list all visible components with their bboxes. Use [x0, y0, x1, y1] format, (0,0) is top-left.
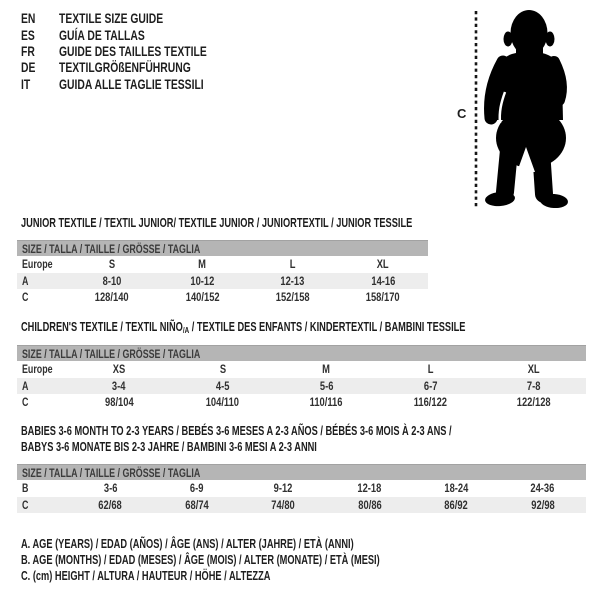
size-cell: S: [219, 362, 226, 377]
language-code: DE: [21, 59, 36, 76]
size-cell: 116/122: [413, 395, 447, 410]
size-header-bar: SIZE / TALLA / TAILLE / GRÖSSE / TAGLIA: [17, 464, 586, 480]
language-row-es: [21, 26, 259, 42]
language-label: GUÍA DE TALLAS: [59, 26, 145, 43]
row-label: C: [22, 497, 29, 512]
baby-silhouette: [455, 0, 600, 215]
size-cell: 8-10: [102, 273, 122, 288]
size-cell: 10-12: [190, 273, 215, 288]
size-cell: 3-4: [112, 378, 126, 393]
size-cell: 12-13: [280, 273, 305, 288]
language-label: GUIDE DES TAILLES TEXTILE: [59, 42, 207, 59]
footnote-c: C. (cm) HEIGHT / ALTURA / HAUTEUR / HÖHE / ALTEZZA: [21, 569, 271, 583]
babies-size-table: [17, 464, 586, 513]
table-row-europe: [17, 256, 428, 273]
language-row-en: [21, 10, 259, 26]
language-row-de: [21, 59, 259, 75]
table-row-age-months: [17, 480, 586, 497]
size-cell: 86/92: [444, 497, 468, 512]
language-code: EN: [21, 10, 36, 27]
language-code: FR: [21, 42, 35, 59]
size-cell: 18-24: [444, 481, 469, 496]
row-label: A: [22, 273, 29, 288]
size-cell: 158/170: [365, 290, 400, 305]
row-label: Europe: [22, 362, 53, 377]
language-title-list: [21, 10, 259, 92]
size-cell: 122/128: [517, 395, 552, 410]
table-row-europe: [17, 361, 586, 378]
size-header-bar: SIZE / TALLA / TAILLE / GRÖSSE / TAGLIA: [17, 345, 586, 361]
language-label: TEXTILGRÖßENFÜHRUNG: [59, 59, 191, 76]
size-cell: 5-6: [319, 378, 334, 393]
table-row-age: [17, 273, 428, 290]
measure-legend: [21, 536, 506, 584]
size-cell: 9-12: [273, 481, 293, 496]
table-row-height: [17, 289, 428, 306]
language-code: IT: [21, 75, 31, 92]
size-cell: 7-8: [527, 378, 541, 393]
size-cell: 62/68: [98, 497, 122, 512]
size-header-bar: SIZE / TALLA / TAILLE / GRÖSSE / TAGLIA: [17, 240, 428, 256]
measure-c-label: C: [457, 106, 467, 121]
size-cell: XS: [112, 362, 126, 377]
size-cell: 74/80: [271, 497, 295, 512]
size-cell: M: [322, 362, 331, 377]
junior-table-title: JUNIOR TEXTILE / TEXTIL JUNIOR/ TEXTILE JUNIOR / JUNIORTEXTIL / JUNIOR TESSILE: [21, 216, 413, 230]
size-cell: 80/86: [358, 497, 382, 512]
size-cell: 6-7: [423, 378, 438, 393]
footnote-b: B. AGE (MONTHS) / EDAD (MESES) / ÂGE (MOIS) / ALTER (MONATE) / ETÀ (MESI): [21, 553, 380, 567]
size-cell: 152/158: [275, 290, 310, 305]
row-label: A: [22, 378, 29, 393]
size-cell: 140/152: [185, 290, 220, 305]
table-row-age: [17, 378, 586, 395]
size-cell: XL: [528, 362, 541, 377]
size-cell: 6-9: [189, 481, 204, 496]
row-label: Europe: [22, 257, 53, 272]
footnote-a: A. AGE (YEARS) / EDAD (AÑOS) / ÂGE (ANS) / ALTER (JAHRE) / ETÀ (ANNI): [21, 537, 354, 551]
size-cell: 68/74: [185, 497, 209, 512]
size-cell: XL: [376, 257, 389, 272]
language-row-it: [21, 76, 259, 92]
size-cell: 12-18: [357, 481, 382, 496]
row-label: B: [22, 481, 29, 496]
size-cell: 4-5: [215, 378, 230, 393]
size-cell: S: [108, 257, 116, 272]
junior-size-table: [17, 240, 428, 306]
size-cell: 3-6: [103, 481, 118, 496]
nino-a-subscript: /A: [182, 325, 190, 335]
size-cell: 98/104: [104, 395, 134, 410]
children-table-title: CHILDREN'S TEXTILE / TEXTIL $NIÑO_{/A}$ / TEXTILE DES ENFANTS / KINDERTEXTIL / BAMBINI TESSILE: [21, 320, 466, 335]
row-label: C: [22, 395, 29, 410]
babies-table-title: BABIES 3-6 MONTH TO 2-3 YEARS / BEBÉS 3-6 MESES A 2-3 AÑOS / BÉBÉS 3-6 MOIS À 2-3 ANS / BABYS 3-6 MONATE BIS 2-3 JAHRE / BAMBINI 3-6 MESI A 2-3 ANNI: [21, 424, 452, 454]
size-cell: 128/140: [95, 290, 130, 305]
language-label: GUIDA ALLE TAGLIE TESSILI: [59, 75, 204, 92]
size-cell: M: [198, 257, 207, 272]
table-row-height: [17, 497, 586, 514]
language-label: TEXTILE SIZE GUIDE: [59, 10, 164, 27]
children-size-table: [17, 345, 586, 411]
table-row-height: [17, 394, 586, 411]
size-cell: L: [427, 362, 434, 377]
row-label: C: [22, 290, 29, 305]
size-cell: 110/116: [310, 395, 343, 410]
size-cell: 14-16: [370, 273, 395, 288]
language-row-fr: [21, 43, 259, 59]
size-cell: 24-36: [530, 481, 555, 496]
language-code: ES: [21, 26, 35, 43]
size-cell: 104/110: [206, 395, 240, 410]
size-cell: L: [289, 257, 296, 272]
size-cell: 92/98: [531, 497, 555, 512]
